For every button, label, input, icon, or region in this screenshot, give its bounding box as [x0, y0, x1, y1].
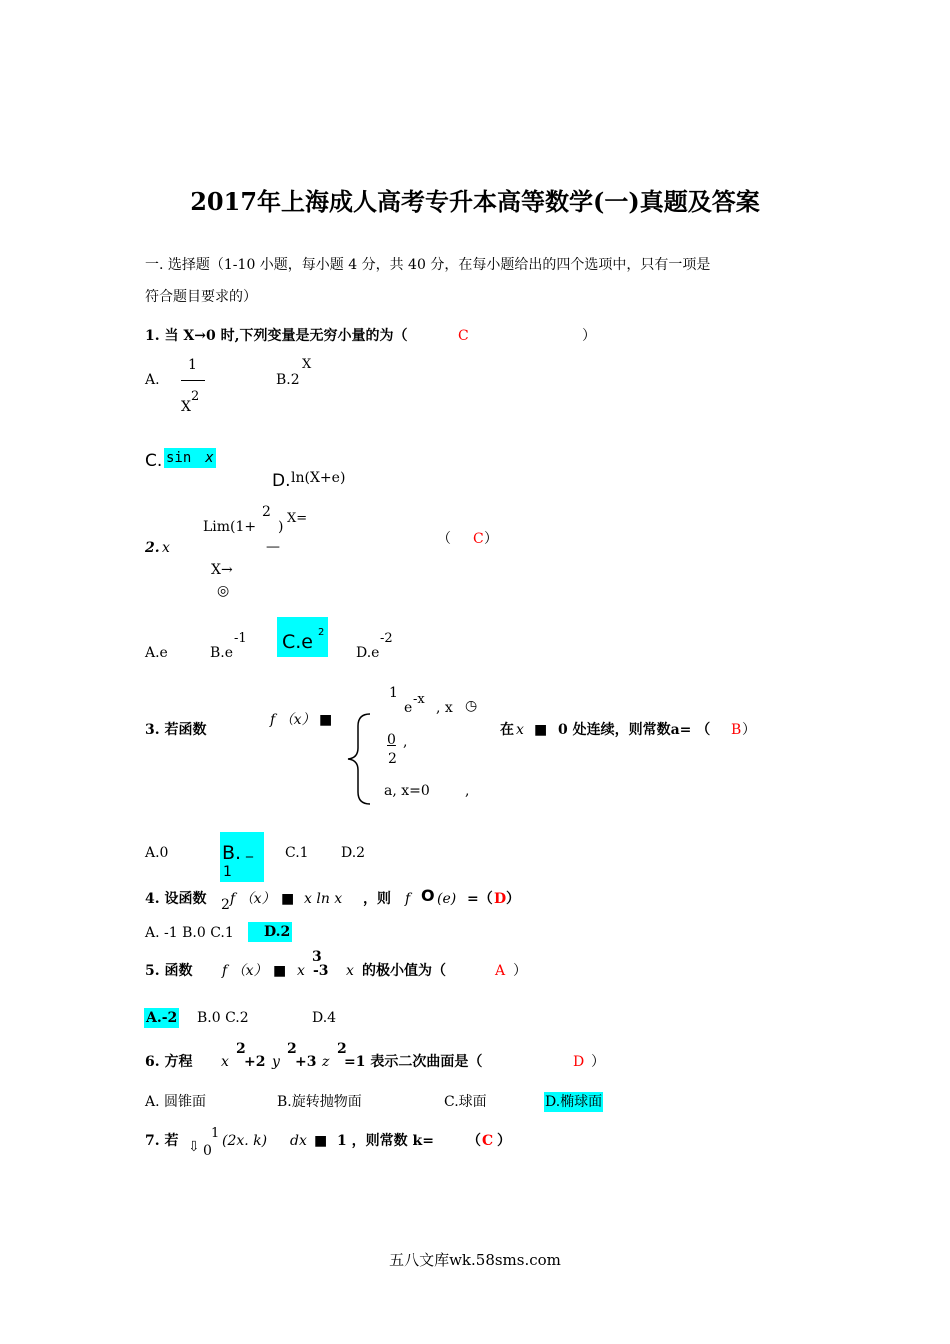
q5-opt-a: A.-2: [146, 1010, 178, 1026]
q3-opt-d: D.2: [341, 845, 366, 861]
q6-z: z: [322, 1054, 330, 1070]
q6-opt-c: C.球面: [444, 1094, 487, 1110]
q3-case1-den: 2: [388, 751, 397, 767]
q6-y: y: [272, 1054, 280, 1070]
q7-rhs: 1 ，则常数 k=: [337, 1133, 434, 1149]
q1-opt-d-text: ln(X+e): [291, 470, 346, 486]
q5-opt-d: D.4: [312, 1010, 337, 1026]
q4-den: 2: [221, 897, 230, 913]
q2-opt-b: B.e: [210, 645, 234, 661]
clock-icon: ◷: [465, 698, 478, 714]
footer-watermark: 五八文库wk.58sms.com: [389, 1251, 561, 1269]
q6-x: x: [221, 1054, 229, 1070]
q3-close: ）: [742, 722, 756, 738]
q4-then: ，则: [363, 891, 391, 907]
q6-tail: =1 表示二次曲面是（: [344, 1054, 483, 1070]
q7-lower: 0: [203, 1143, 212, 1159]
q4-answer: D: [494, 891, 507, 907]
q4-opts-abc: A. -1 B.0 C.1: [145, 925, 234, 941]
q5-close: ）: [513, 963, 527, 979]
q2-lim: Lim(1+: [203, 519, 257, 535]
q2-number: 2.: [145, 540, 160, 556]
q3-box-icon: ■: [319, 712, 333, 728]
q3-fx: f （x）: [270, 712, 316, 728]
q7-box-icon: ■: [314, 1133, 328, 1149]
q3-at-var: x: [516, 722, 524, 738]
q3-opt-b: [220, 832, 264, 882]
q1-opt-a-fraction-bar: [181, 380, 205, 381]
q3-case1-comma: ,: [403, 734, 408, 750]
section-intro-line1: 一. 选择题（1-10 小题，每小题 4 分，共 40 分，在每小题给出的四个选项中，只有一项是: [145, 257, 711, 273]
q6-close: ）: [591, 1054, 605, 1070]
q6-opt-d: D.椭球面: [545, 1094, 603, 1110]
q3-opt-c: C.1: [285, 845, 309, 861]
q2-opt-d: D.e: [356, 645, 380, 661]
q5-tail: 的极小值为（: [362, 963, 446, 979]
q4-fprime: f: [405, 891, 411, 907]
q5-opts-bc: B.0 C.2: [197, 1010, 249, 1026]
q1-opt-c-var: x: [205, 450, 214, 466]
q1-opt-a-numerator: 1: [188, 357, 197, 373]
q6-opt-b: B.旋转抛物面: [277, 1094, 362, 1110]
q2-ans-open: （: [437, 531, 451, 547]
q6-exp3: 2: [337, 1041, 347, 1057]
q2-opt-d-exp: -2: [380, 631, 393, 646]
q4-eq: =（: [467, 891, 493, 907]
q1-opt-b-exp: X: [302, 357, 312, 372]
q7-stem: 7. 若: [145, 1133, 179, 1149]
q4-opt-d: D.2: [248, 922, 292, 942]
q2-ans-close: ）: [484, 531, 498, 547]
q6-stem: 6. 方程: [145, 1054, 193, 1070]
q3-case1-num: 1: [389, 685, 398, 701]
q1-opt-d-label: D.: [272, 471, 291, 491]
q6-opt-a: A. 圆锥面: [145, 1094, 207, 1110]
q4-box-icon: ■: [281, 891, 295, 907]
q5-fx: f （x）: [222, 963, 268, 979]
q1-close: ）: [582, 328, 596, 344]
q3-opt-b-text: B.: [222, 842, 242, 864]
q5-x2: x: [346, 963, 354, 979]
q2-answer: C: [473, 531, 484, 547]
q2-limit-var: X→: [211, 562, 233, 578]
q7-ans-open: （: [467, 1133, 481, 1149]
q2-close-paren: ): [278, 519, 284, 535]
q1-opt-b: B.2: [276, 372, 300, 388]
q7-close: ）: [497, 1133, 511, 1149]
q1-answer: C: [458, 328, 469, 344]
q3-opt-b-num: _: [246, 842, 253, 858]
q3-case1-expr: e: [404, 700, 413, 716]
q4-expr: x ln x: [304, 891, 343, 907]
q5-stem: 5. 函数: [145, 963, 193, 979]
q4-arg: (e): [437, 891, 457, 907]
q2-exponent: X=: [287, 511, 308, 526]
q4-fx: f （x）: [230, 891, 276, 907]
q3-opt-a: A.0: [145, 845, 169, 861]
q2-frac-num: 2: [262, 504, 271, 520]
q7-upper: 1: [211, 1126, 220, 1141]
q1-opt-a-denominator-exp: 2: [191, 389, 200, 404]
q5-rest: -3: [313, 963, 329, 979]
q3-cont-text: 0 处连续，则常数a= （: [558, 722, 711, 738]
q3-case1-zero: 0: [387, 732, 396, 748]
q6-exp2: 2: [287, 1041, 297, 1057]
q3-opt-b-den: 1: [223, 864, 232, 880]
q1-opt-a-label: A.: [145, 372, 160, 388]
q1-opt-a-denominator: X: [181, 399, 191, 415]
integral-icon: ⇩: [188, 1139, 200, 1155]
q1-opt-c-label: C.: [145, 451, 163, 471]
q4-circle-icon: O: [421, 886, 435, 905]
q5-x: x: [297, 963, 305, 979]
q6-p2: +3: [295, 1054, 317, 1070]
q2-opt-a: A.e: [145, 645, 168, 661]
q1-opt-c: [164, 448, 216, 468]
q1-stem: 1. 当 X→0 时,下列变量是无穷小量的为（: [145, 328, 408, 344]
q4-stem: 4. 设函数: [145, 891, 207, 907]
q2-dash: —: [266, 539, 280, 555]
q7-integrand: (2x. k): [222, 1133, 268, 1149]
q2-opt-c: [277, 617, 328, 657]
q7-dx: dx: [290, 1133, 307, 1149]
q3-case2: a, x=0: [384, 783, 430, 799]
q3-case1-cond: , x: [436, 700, 453, 716]
page-title: 2017年上海成人高考专升本高等数学(一)真题及答案: [190, 187, 760, 216]
q3-case2-comma: ,: [465, 783, 470, 799]
q3-answer: B: [731, 722, 742, 738]
q4-close: ）: [506, 891, 520, 907]
q7-answer: C: [482, 1133, 494, 1149]
q3-case1-exp: -x: [413, 692, 425, 707]
q6-exp1: 2: [236, 1041, 246, 1057]
q5-box-icon: ■: [273, 963, 287, 979]
q3-at: 在: [500, 722, 514, 738]
section-intro-line2: 符合题目要求的）: [145, 289, 257, 305]
q2-opt-b-exp: -1: [234, 631, 247, 646]
q3-brace: [344, 712, 374, 806]
q1-opt-c-text: sin: [166, 450, 192, 466]
q6-answer: D: [573, 1054, 585, 1070]
q5-exp: 3: [312, 949, 322, 965]
q3-at-box-icon: ■: [534, 722, 548, 738]
q3-stem: 3. 若函数: [145, 722, 207, 738]
q2-var: x: [162, 540, 170, 556]
q2-opt-c-exp: 2: [318, 627, 325, 638]
q6-p1: +2: [244, 1054, 266, 1070]
q5-answer: A: [495, 963, 506, 979]
q2-opt-c-text: C.e: [282, 631, 313, 653]
q2-infinity-icon: ◎: [217, 583, 230, 599]
